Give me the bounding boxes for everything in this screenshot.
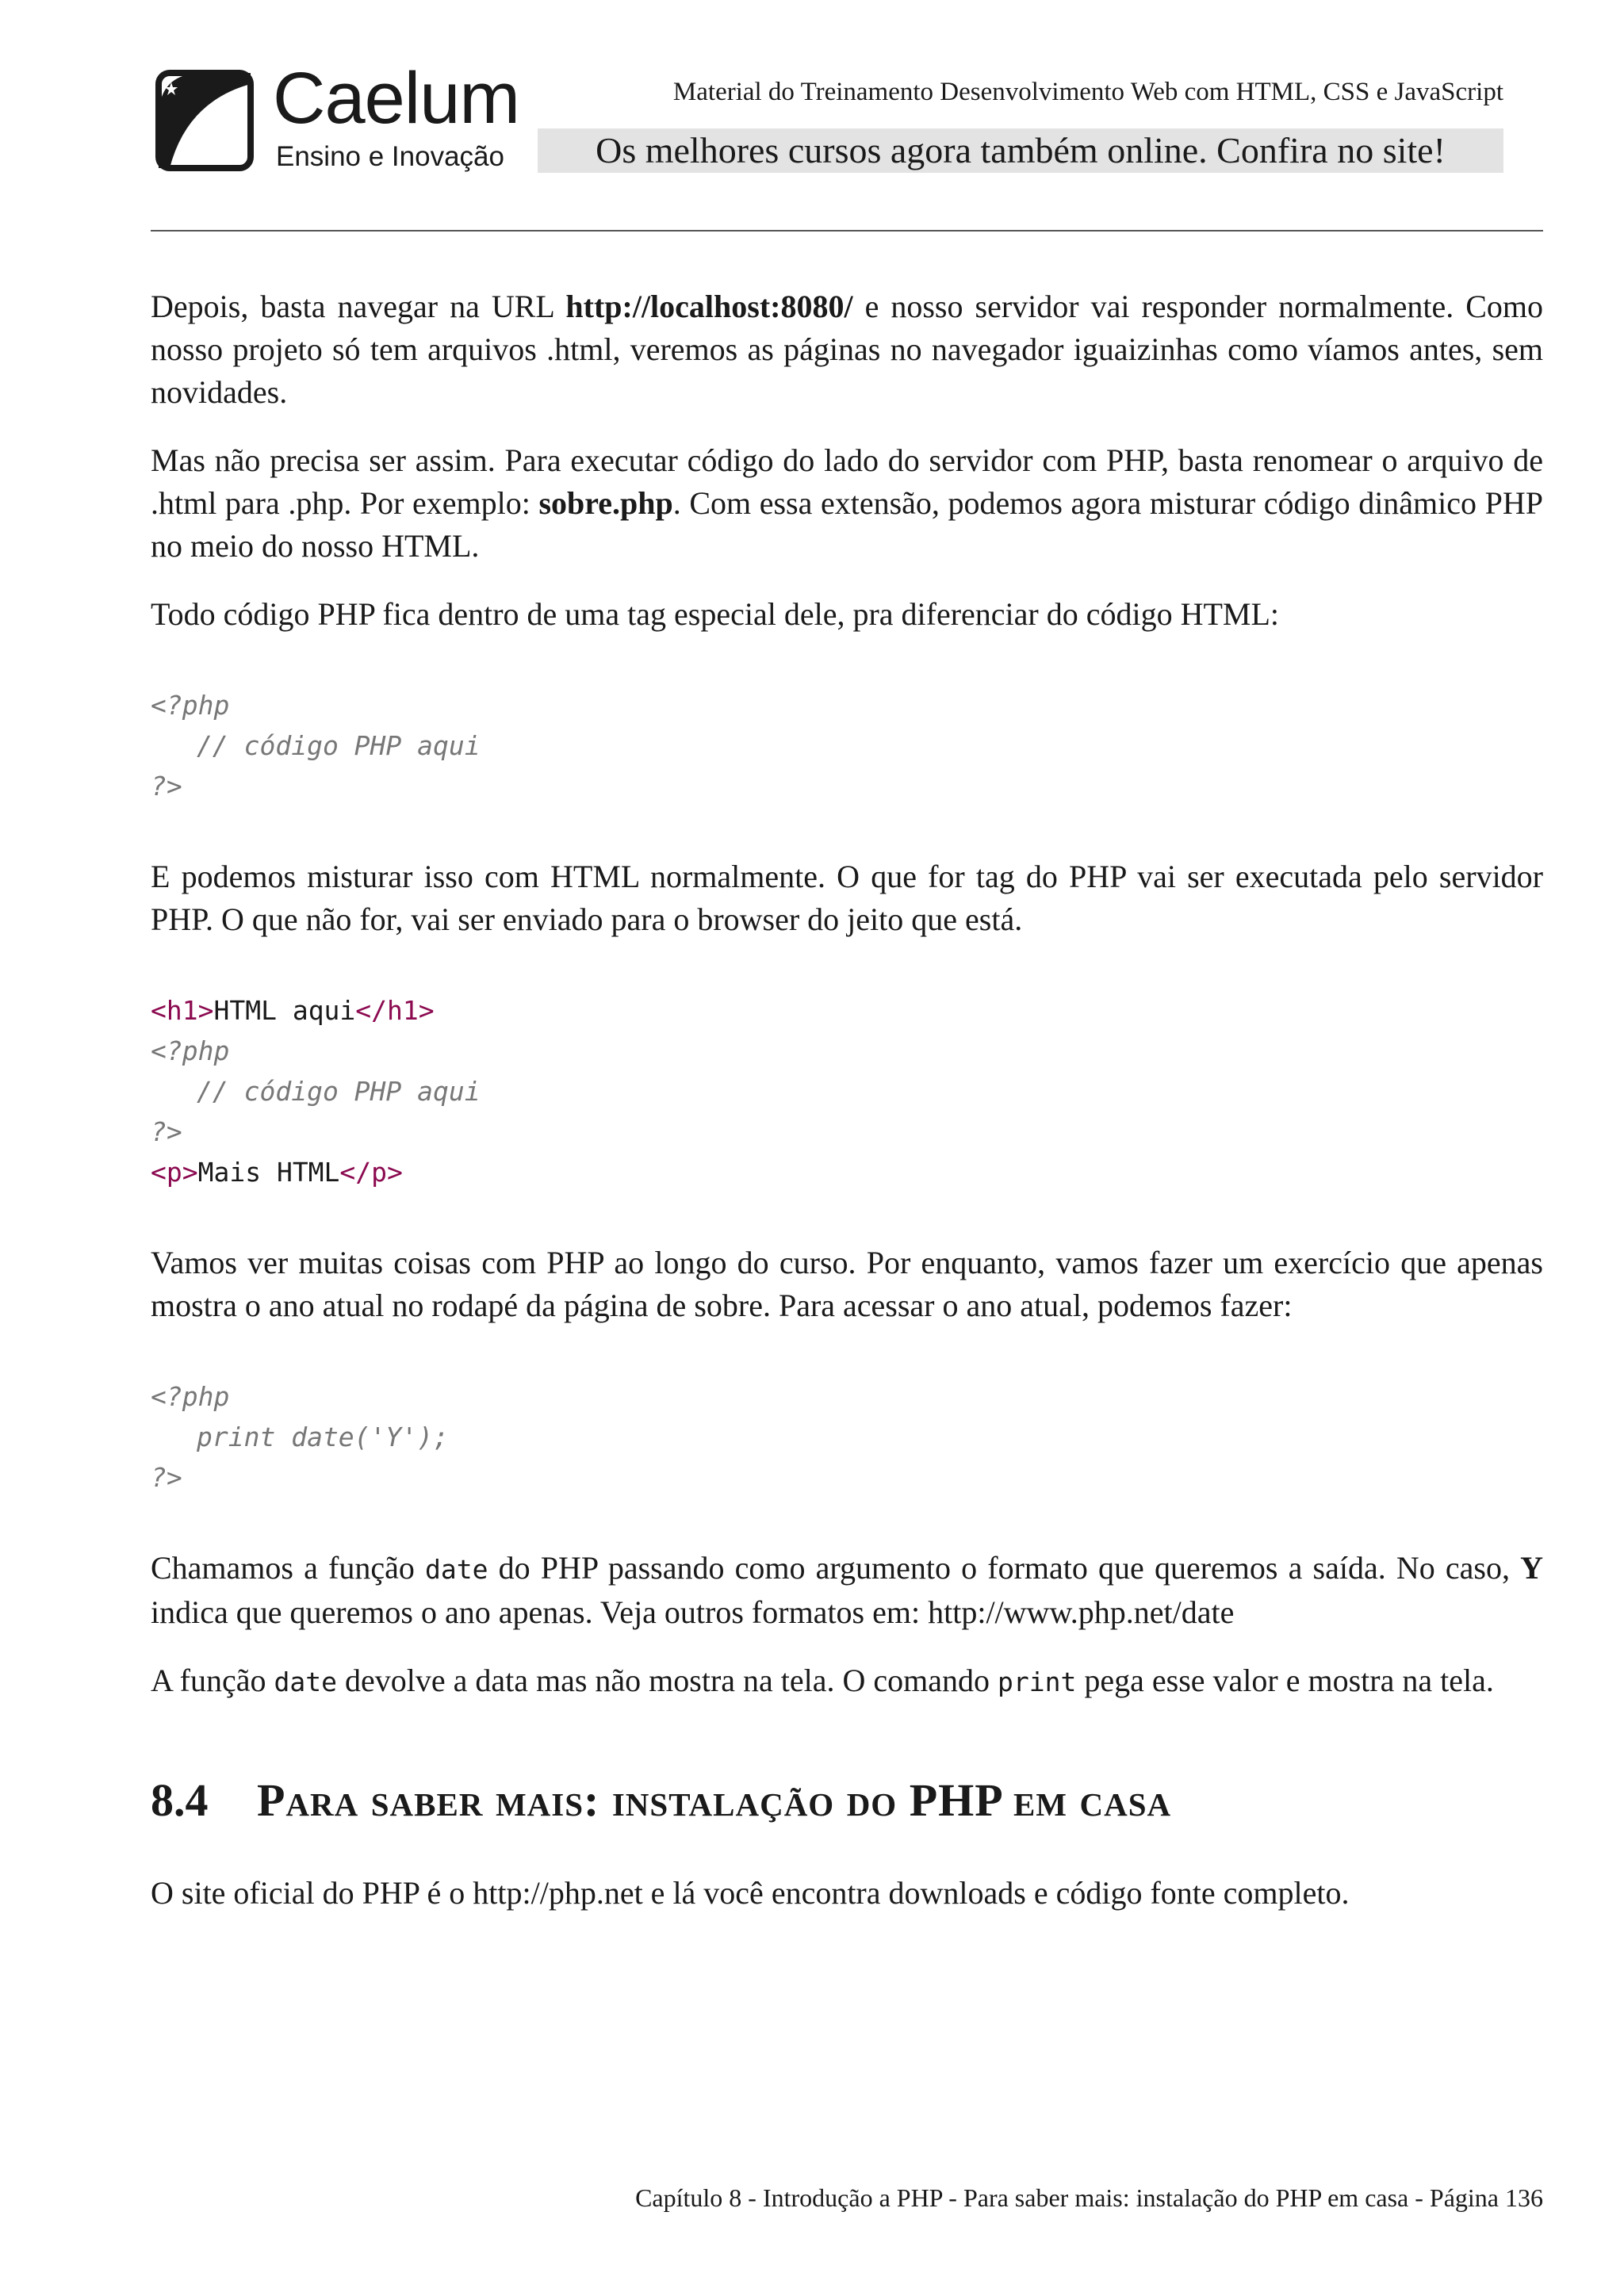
section-number: 8.4 xyxy=(151,1774,209,1826)
date-function-code-2: date xyxy=(274,1667,337,1697)
code-block-1 xyxy=(151,685,1543,806)
logo-name: Caelum xyxy=(273,58,520,139)
code2-h1-open: <h1> xyxy=(151,995,214,1026)
paragraph-1 xyxy=(151,285,1543,414)
caelum-logo xyxy=(155,58,520,178)
code1-open: <?php xyxy=(151,690,230,721)
page-footer: Capítulo 8 - Introdução a PHP - Para saber mais: instalação do PHP em casa - Página 136 xyxy=(635,2183,1543,2212)
code3-close: ?> xyxy=(151,1462,182,1493)
sobre-php-filename: sobre.php xyxy=(538,485,673,521)
p6-before: Chamamos a função xyxy=(151,1550,426,1586)
paragraph-6 xyxy=(151,1547,1543,1634)
logo-mark-icon xyxy=(155,70,254,171)
p1-before: Depois, basta navegar na URL xyxy=(151,289,566,324)
paragraph-3: Todo código PHP fica dentro de uma tag especial dele, pra diferenciar do código HTML: xyxy=(151,596,1280,632)
header-title: Material do Treinamento Desenvolvimento Web com HTML, CSS e JavaScript xyxy=(672,78,1503,106)
header-divider xyxy=(151,230,1543,232)
p2-after: . Com essa extensão, podemos agora misturar código dinâmico PHP no meio do nosso HTML. xyxy=(151,485,1543,564)
year-format-letter: Y xyxy=(1520,1550,1543,1586)
header-banner: Os melhores cursos agora também online. Confira no site! xyxy=(538,128,1503,173)
code2-php-open: <?php xyxy=(151,1035,230,1066)
paragraph-5: Vamos ver muitas coisas com PHP ao longo do curso. Por enquanto, vamos fazer um exercício que apenas mostra o ano atual no rodapé da página de sobre. Para acessar o ano atual, podemos fazer: xyxy=(151,1245,1543,1323)
code2-comment: // código PHP aqui xyxy=(197,1076,481,1107)
paragraph-8: O site oficial do PHP é o http://php.net e lá você encontra downloads e código fonte completo. xyxy=(151,1875,1350,1911)
code3-statement: print date('Y'); xyxy=(197,1422,449,1452)
code2-h1-close: </h1> xyxy=(355,995,435,1026)
page-content xyxy=(151,285,1543,1940)
section-title: Para saber mais: instalação do PHP em casa xyxy=(257,1774,1172,1826)
p7-before: A função xyxy=(151,1663,274,1698)
code2-p-text: Mais HTML xyxy=(197,1157,340,1188)
p7-middle: devolve a data mas não mostra na tela. O comando xyxy=(337,1663,998,1698)
code2-p-line xyxy=(151,1152,1543,1192)
p6-after: indica que queremos o ano apenas. Veja outros formatos em: http://www.php.net/date xyxy=(151,1594,1235,1630)
p2-before: Mas não precisa ser assim. Para executar código do lado do servidor com PHP, basta renomear o arquivo de .html para .php. Por exemplo: xyxy=(151,442,1543,521)
paragraph-2 xyxy=(151,439,1543,568)
code1-comment: // código PHP aqui xyxy=(197,730,481,761)
code3-open: <?php xyxy=(151,1381,230,1412)
localhost-url: http://localhost:8080/ xyxy=(565,289,853,324)
code2-h1-line xyxy=(151,990,1543,1031)
code-block-3 xyxy=(151,1376,1543,1498)
date-function-code: date xyxy=(425,1554,488,1585)
code-block-2 xyxy=(151,990,1543,1192)
code2-h1-text: HTML aqui xyxy=(213,995,356,1026)
paragraph-4: E podemos misturar isso com HTML normalmente. O que for tag do PHP vai ser executada pelo servidor PHP. O que não for, vai ser enviado para o browser do jeito que está. xyxy=(151,859,1543,937)
section-heading xyxy=(151,1775,1543,1826)
code2-p-close: </p> xyxy=(339,1157,403,1188)
p1-after: e nosso servidor vai responder normalmente. Como nosso projeto só tem arquivos .html, veremos as páginas no navegador iguaizinhas como víamos antes, sem novidades. xyxy=(151,289,1543,410)
code2-p-open: <p> xyxy=(151,1157,198,1188)
p7-after: pega esse valor e mostra na tela. xyxy=(1076,1663,1494,1698)
p6-middle: do PHP passando como argumento o formato que queremos a saída. No caso, xyxy=(488,1550,1521,1586)
code2-php-close: ?> xyxy=(151,1116,182,1147)
code1-close: ?> xyxy=(151,771,182,802)
paragraph-7 xyxy=(151,1659,1543,1704)
logo-tagline: Ensino e Inovação xyxy=(276,141,504,172)
print-command-code: print xyxy=(998,1667,1077,1697)
